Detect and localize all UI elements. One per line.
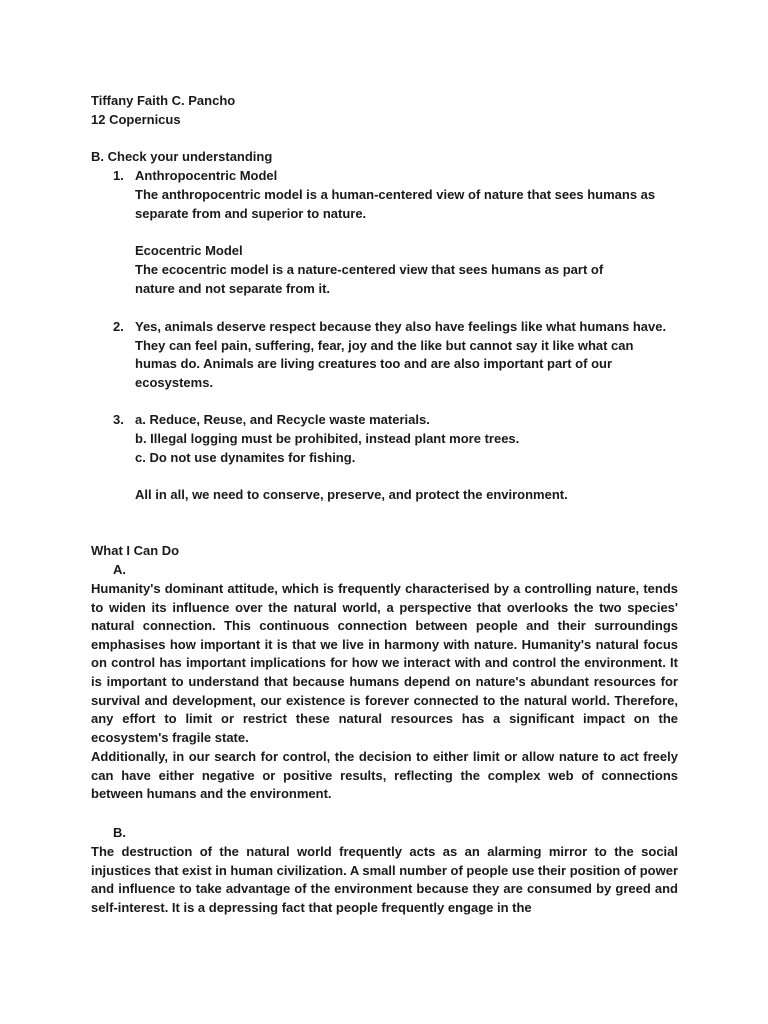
anthropocentric-text: The anthropocentric model is a human-centered view of nature that sees humans as separate from and superior to nature. xyxy=(135,187,656,221)
item-3b: b. Illegal logging must be prohibited, instead plant more trees. xyxy=(135,431,520,446)
ecocentric-text: The ecocentric model is a nature-centered view that sees humans as part of nature and not separate from it. xyxy=(135,262,604,296)
part-b-paragraph: The destruction of the natural world frequently acts as an alarming mirror to the social injustices that exist in human civilization. A small number of people use their position of power and influence to take advantage of the environment because they are consumed by greed and self-interest. It is a depressing fact that people frequently engage in the xyxy=(91,844,679,915)
section-heading-what-i-can-do: What I Can Do xyxy=(91,543,180,558)
student-name: Tiffany Faith C. Pancho xyxy=(91,93,236,108)
item-3c: c. Do not use dynamites for fishing. xyxy=(135,450,356,465)
item-number-2: 2. xyxy=(113,319,124,334)
anthropocentric-title: Anthropocentric Model xyxy=(135,168,278,183)
section-heading-check-understanding: B. Check your understanding xyxy=(91,149,273,164)
ecocentric-title: Ecocentric Model xyxy=(135,243,243,258)
item-number-3: 3. xyxy=(113,412,124,427)
animals-respect-text: Yes, animals deserve respect because they also have feelings like what humans have. They can feel pain, suffering, fear, joy and the like but cannot say it like what can humas do. Animals are living creatures too and are also important part of our ecosystems. xyxy=(135,319,667,390)
part-a-label: A. xyxy=(113,562,126,577)
part-b-label: B. xyxy=(113,825,126,840)
item-3a: a. Reduce, Reuse, and Recycle waste materials. xyxy=(135,412,430,427)
item-3-conclusion: All in all, we need to conserve, preserve, and protect the environment. xyxy=(135,487,568,502)
part-a-paragraph-2: Additionally, in our search for control, the decision to either limit or allow nature to act freely can have either negative or positive results, reflecting the complex web of connections between humans and the environment. xyxy=(91,749,678,802)
item-number-1: 1. xyxy=(113,168,124,183)
student-section: 12 Copernicus xyxy=(91,112,181,127)
part-a-paragraph-1: Humanity's dominant attitude, which is frequently characterised by a controlling nature, tends to widen its influence over the natural world, a perspective that overlooks the two species' natural connection. This continuous connection between people and their surroundings emphasises how important it is that we live in harmony with nature. Humanity's natural focus on control has important implications for how we interact with and control the environment. It is important to understand that because humans depend on nature's abundant resources for survival and development, our existence is forever connected to the natural world. Therefore, any effort to limit or restrict these natural resources has a significant impact on the ecosystem's fragile state. xyxy=(91,581,678,745)
